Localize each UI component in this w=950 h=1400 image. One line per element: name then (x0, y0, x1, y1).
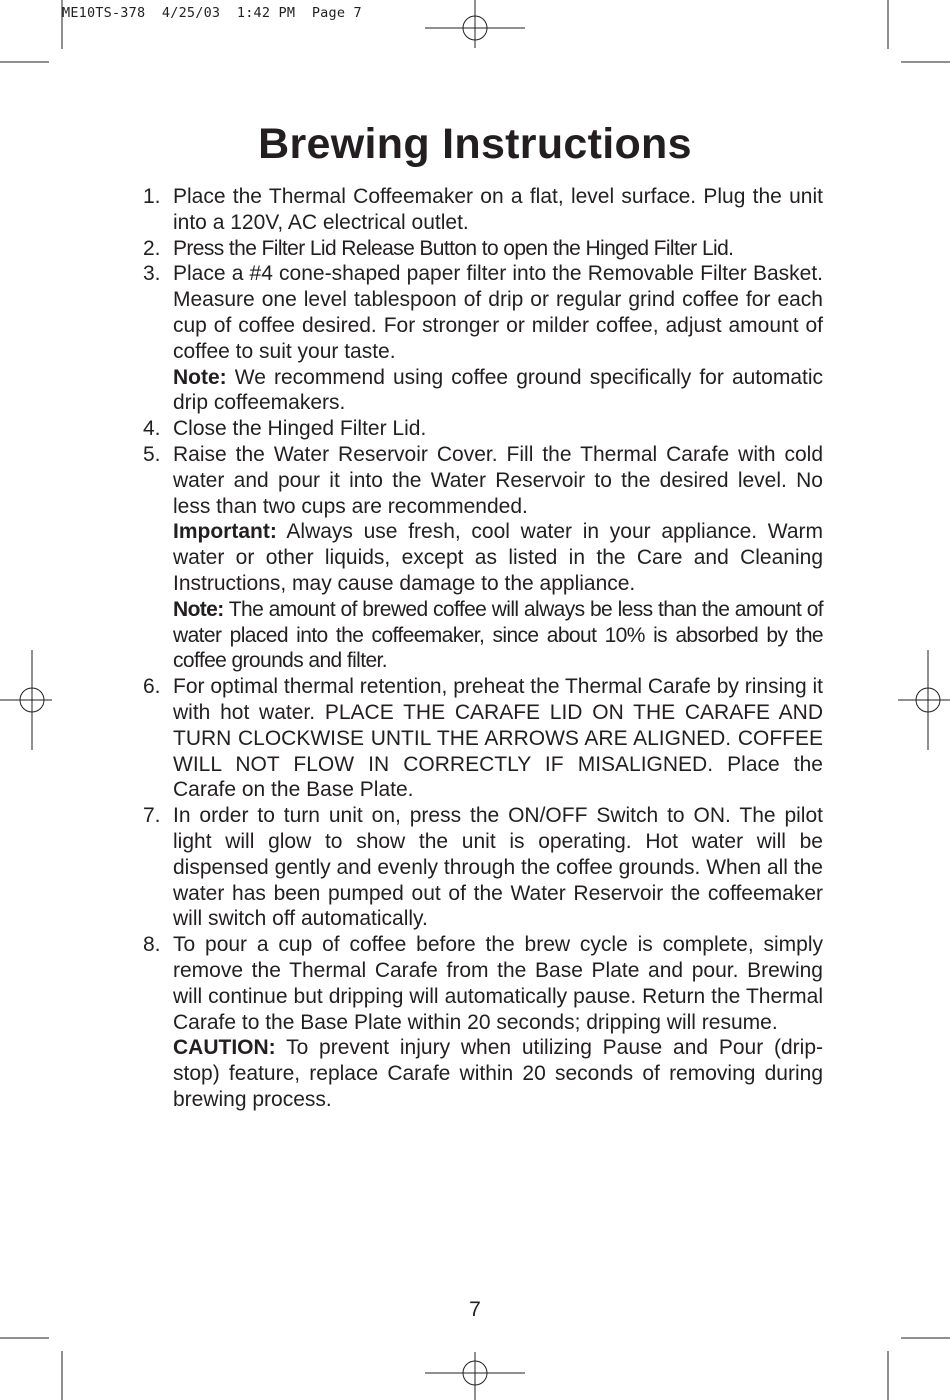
step-text: For optimal thermal retention, preheat the Thermal Carafe by rinsing it with hot water. PLACE THE CARAFE LID ON THE CARAFE AND TURN CLOCKWISE UNTIL THE ARROWS ARE ALIGNED. COFFEE WILL NOT FLOW IN CORRECTLY IF MISALIGNED. Place the Carafe on the Base Plate. (173, 675, 823, 802)
caution-label: CAUTION: (173, 1036, 276, 1060)
instruction-step-5 (143, 442, 823, 674)
instruction-step-4 (143, 416, 823, 442)
step-number: 7. (143, 804, 161, 828)
important-label: Important: (173, 520, 277, 544)
note-paragraph (173, 365, 823, 417)
instruction-step-6 (143, 674, 823, 803)
step-number: 2. (143, 236, 161, 260)
note-text: The amount of brewed coffee will always be less than the amount of water placed into the coffeemaker, since about 10% is absorbed by the coffee grounds and filter. (173, 597, 824, 673)
step-number: 5. (143, 442, 161, 466)
page-title: Brewing Instructions (258, 120, 692, 168)
note-paragraph (173, 597, 823, 674)
page-number: 7 (469, 1298, 481, 1321)
note-label: Note: (173, 597, 224, 621)
step-number: 8. (143, 933, 161, 957)
note-text: We recommend using coffee ground specifically for automatic drip coffeemakers. (173, 365, 823, 415)
instruction-step-8 (143, 932, 823, 1113)
step-text: Raise the Water Reservoir Cover. Fill the Thermal Carafe with cold water and pour it into the Water Reservoir to the desired level. No less than two cups are recommended. (173, 442, 823, 518)
step-text: To pour a cup of coffee before the brew cycle is complete, simply remove the Thermal Carafe from the Base Plate and pour. Brewing will continue but dripping will automatically pause. Return the Thermal Carafe to the Base Plate within 20 seconds; dripping will resume. (173, 933, 823, 1034)
step-text: In order to turn unit on, press the ON/OFF Switch to ON. The pilot light will glow to show the unit is operating. Hot water will be dispensed gently and evenly through the coffee grounds. When all the water has been pumped out of the Water Reservoir the coffeemaker will switch off automatically. (173, 804, 823, 931)
instruction-step-7 (143, 803, 823, 932)
step-number: 3. (143, 262, 161, 286)
print-slug-line: ME10TS-378 4/25/03 1:42 PM Page 7 (62, 5, 362, 21)
important-paragraph (173, 519, 823, 596)
note-label: Note: (173, 365, 227, 389)
caution-text: To prevent injury when utilizing Pause and Pour (drip-stop) feature, replace Carafe within 20 seconds of removing during brewing process. (173, 1036, 823, 1111)
step-text: Press the Filter Lid Release Button to open the Hinged Filter Lid. (173, 236, 734, 260)
instruction-step-3 (143, 261, 823, 416)
step-number: 1. (143, 185, 161, 208)
instruction-step-2 (143, 236, 823, 262)
important-text: Always use fresh, cool water in your appliance. Warm water or other liquids, except as listed in the Care and Cleaning Instructions, may cause damage to the appliance. (173, 520, 823, 595)
instruction-step-1 (143, 184, 823, 236)
step-text: Place the Thermal Coffeemaker on a flat, level surface. Plug the unit into a 120V, AC electrical outlet. (173, 185, 823, 234)
step-text: Place a #4 cone-shaped paper filter into the Removable Filter Basket. Measure one level tablespoon of drip or regular grind coffee for each cup of coffee desired. For stronger or milder coffee, adjust amount of coffee to suit your taste. (173, 262, 823, 363)
step-number: 6. (143, 675, 161, 699)
caution-paragraph (173, 1035, 823, 1112)
step-number: 4. (143, 417, 161, 441)
instruction-list (143, 184, 823, 1113)
step-text: Close the Hinged Filter Lid. (173, 417, 427, 441)
